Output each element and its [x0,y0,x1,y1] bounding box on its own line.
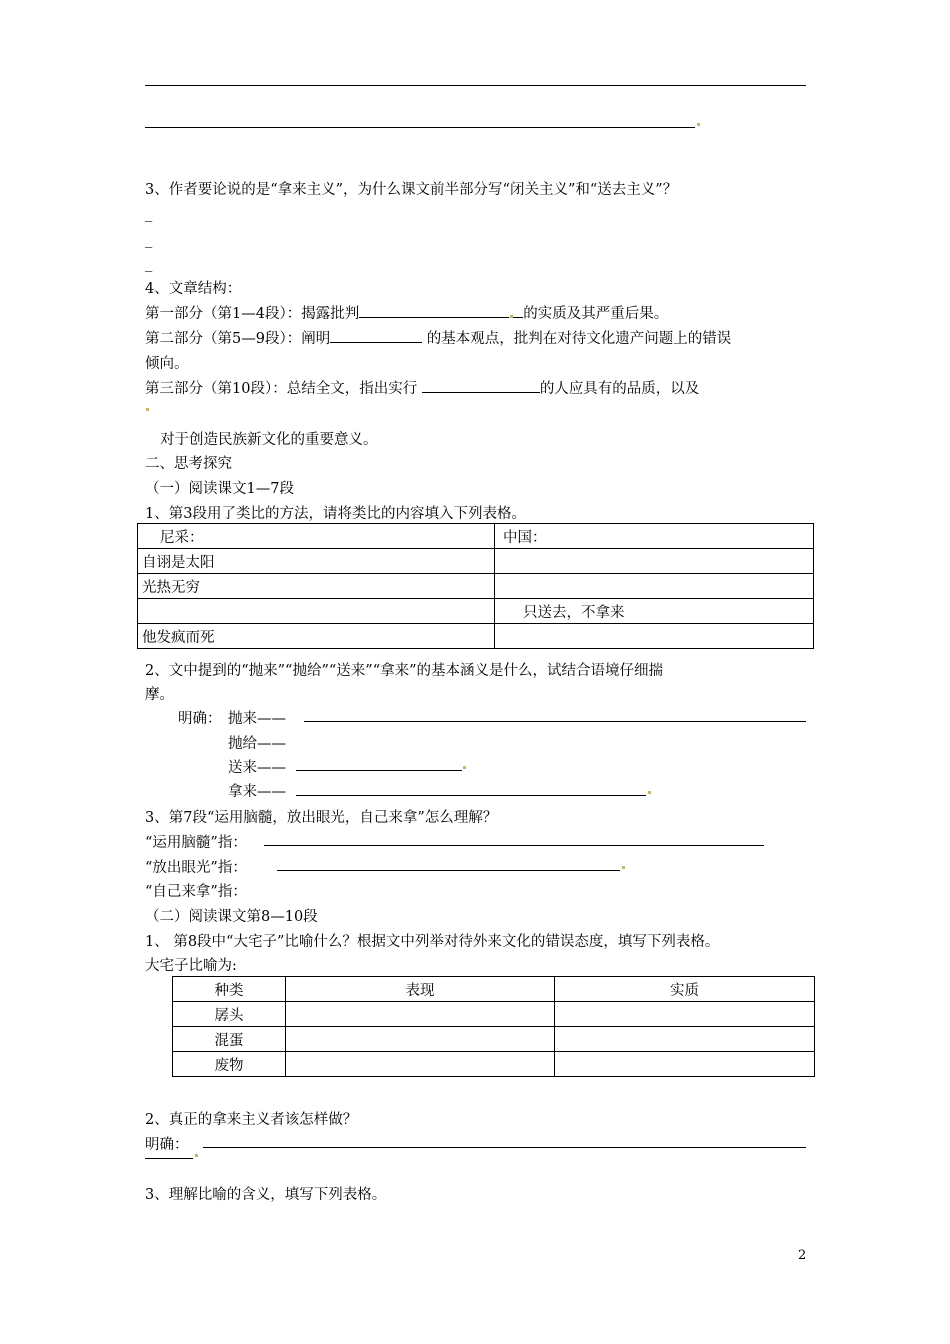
answer-item: 拿来—— [228,784,286,800]
question-4b-label: 大宅子比喻为: [145,958,237,974]
question-4-title: 4、文章结构： [145,281,242,297]
structure-part-2-cont: 倾向。 [145,356,189,372]
table-cell[interactable] [555,1052,815,1077]
dash-mark: _ [145,256,153,272]
table-cell[interactable] [495,549,814,574]
answer-line [145,85,806,86]
blank-line[interactable] [422,378,540,393]
table-row [138,549,814,574]
answer-item: 抛给—— [228,736,286,752]
table-header-cell: 尼采： [138,524,495,549]
question-1: 1、第3段用了类比的方法，请将类比的内容填入下列表格。 [145,506,526,522]
answer-line [145,1158,193,1159]
table-cell: 孱头 [173,1002,286,1027]
table-cell[interactable] [286,1027,555,1052]
question-3b: 3、第7段“运用脑髓，放出眼光，自己来拿”怎么理解？ [145,810,498,826]
blank-line[interactable] [513,303,523,318]
answer-item: “放出眼光”指： [145,860,247,876]
question-2: 2、文中提到的“抛来”“抛给”“送来”“拿来”的基本涵义是什么，试结合语境仔细揣 [145,663,664,679]
answer-item: “运用脑髓”指： [145,835,247,851]
blank-line[interactable] [330,328,422,343]
table-header-cell: 种类 [173,977,286,1002]
blank-line[interactable] [359,303,509,318]
question-6: 3、理解比喻的含义，填写下列表格。 [145,1187,387,1203]
answer-item: “自己来拿”指： [145,884,247,900]
table-cell[interactable] [495,574,814,599]
page-number: 2 [798,1248,807,1263]
table-cell[interactable] [138,599,495,624]
answer-item: 送来—— [228,760,286,776]
attitude-table [172,976,815,1077]
answer-line [264,845,764,846]
table-row [138,624,814,649]
mark-dot [463,766,466,769]
mark-dot [146,408,149,411]
table-cell: 废物 [173,1052,286,1077]
dash-mark: _ [145,232,153,248]
table-cell[interactable] [555,1027,815,1052]
table-row [173,1002,815,1027]
question-5: 2、真正的拿来主义者该怎样做？ [145,1112,358,1128]
structure-part-3-cont: 对于创造民族新文化的重要意义。 [160,432,378,448]
table-cell[interactable] [286,1002,555,1027]
table-cell: 他发疯而死 [138,624,495,649]
structure-part-2: 第二部分（第5—9段）：阐明 的基本观点，批判在对待文化遗产问题上的错误 [145,327,731,348]
subsection-title: （二）阅读课文第8—10段 [145,909,318,925]
table-cell[interactable] [495,624,814,649]
table-cell[interactable] [286,1052,555,1077]
structure-part-1: 第一部分（第1—4段）：揭露批判 的实质及其严重后果。 [145,302,668,323]
analogy-table [137,523,814,649]
dash-mark: _ [145,206,153,222]
answer-label: 明确： [178,711,222,727]
table-header-cell: 中国： [495,524,814,549]
table-cell: 混蛋 [173,1027,286,1052]
question-3: 3、作者要论说的是“拿来主义”，为什么课文前半部分写“闭关主义”和“送去主义”？ [145,182,678,198]
table-header-row [138,524,814,549]
table-cell[interactable] [555,1002,815,1027]
answer-line [296,770,462,771]
section-title: 二、思考探究 [145,456,232,472]
table-cell: 光热无穷 [138,574,495,599]
table-row [173,1027,815,1052]
answer-line [304,721,806,722]
answer-item: 抛来—— [228,711,286,727]
answer-line [145,127,695,128]
table-cell: 自诩是太阳 [138,549,495,574]
mark-dot [622,866,625,869]
answer-label: 明确： [145,1137,189,1153]
structure-part-3: 第三部分（第10段）：总结全文，指出实行 的人应具有的品质，以及 [145,377,699,398]
table-row [138,599,814,624]
question-2-cont: 摩。 [145,687,174,703]
answer-line [277,870,620,871]
table-row [138,574,814,599]
subsection-title: （一）阅读课文1—7段 [145,481,294,497]
table-header-row [173,977,815,1002]
mark-dot [697,123,700,126]
mark-dot [648,791,651,794]
mark-dot [195,1154,198,1157]
table-header-cell: 实质 [555,977,815,1002]
table-row [173,1052,815,1077]
table-header-cell: 表现 [286,977,555,1002]
answer-line [203,1147,806,1148]
question-4b: 1、 第8段中“大宅子”比喻什么？根据文中列举对待外来文化的错误态度，填写下列表格。 [145,934,720,950]
table-cell: 只送去，不拿来 [495,599,814,624]
answer-line [296,795,646,796]
